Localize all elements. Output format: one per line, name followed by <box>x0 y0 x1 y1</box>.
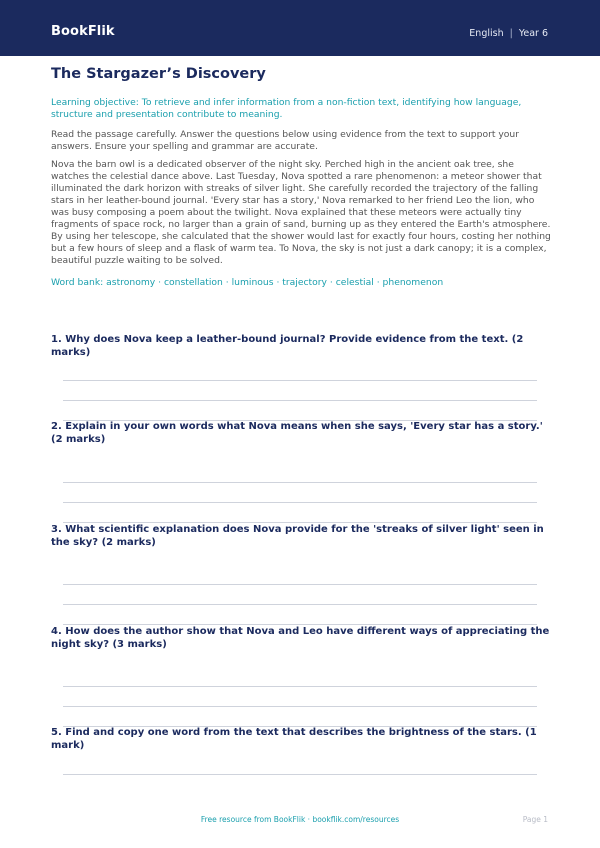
learning-objective: Learning objective: To retrieve and infer information from a non-fiction text, identifying how language, structure and presentation contribute to meaning. <box>51 97 522 120</box>
footer-source: Free resource from BookFlik · bookflik.com/resources <box>200 815 400 824</box>
page-header <box>0 0 600 56</box>
answer-line[interactable] <box>63 380 537 381</box>
answer-line[interactable] <box>63 482 537 483</box>
page-number: Page 1 <box>522 815 548 824</box>
year-label: Year 6 <box>518 28 548 39</box>
answer-line[interactable] <box>63 584 537 585</box>
subject-year-meta <box>469 28 548 39</box>
answer-line[interactable] <box>63 774 537 775</box>
question-2: 2. Explain in your own words what Nova means when she says, 'Every star has a story.' (2 marks) <box>51 421 543 445</box>
page-footer <box>0 815 600 827</box>
answer-line[interactable] <box>63 604 537 605</box>
meta-separator: | <box>509 28 513 39</box>
subject-label: English <box>469 28 504 39</box>
answer-line[interactable] <box>63 502 537 503</box>
question-3: 3. What scientific explanation does Nova provide for the 'streaks of silver light' seen in the sky? (2 marks) <box>51 524 544 548</box>
question-1: 1. Why does Nova keep a leather-bound journal? Provide evidence from the text. (2 marks) <box>51 334 524 358</box>
answer-line[interactable] <box>63 686 537 687</box>
answer-line[interactable] <box>63 400 537 401</box>
reading-passage: Nova the barn owl is a dedicated observer of the night sky. Perched high in the ancient oak tree, she watches the celestial dance above. Last Tuesday, Nova spotted a rare phenomenon: a meteor shower that illuminated the dark horizon with streaks of silver light. She carefully recorded the trajectory of the falling stars in her leather-bound journal. 'Every star has a story,' Nova remarked to her friend Leo the lion, who was busy composing a poem about the twilight. Nova explained that these meteors were actually tiny fragments of space rock, no larger than a grain of sand, burning up as they entered the Earth's atmosphere. By using her telescope, she calculated that the shower would last for exactly four hours, costing her nothing but a few hours of sleep and a flask of warm tea. To Nova, the sky is not just a dark canopy; it is a complex, beautiful puzzle waiting to be solved. <box>51 159 551 266</box>
page-title: The Stargazer’s Discovery <box>51 66 266 82</box>
answer-line[interactable] <box>63 706 537 707</box>
worksheet-intro <box>51 66 551 289</box>
question-5: 5. Find and copy one word from the text that describes the brightness of the stars. (1 mark) <box>51 727 537 751</box>
word-bank: Word bank: astronomy · constellation · luminous · trajectory · celestial · phenomenon <box>51 277 444 288</box>
question-4: 4. How does the author show that Nova and Leo have different ways of appreciating the night sky? (3 marks) <box>51 626 550 650</box>
brand-logo: BookFlik <box>51 24 115 39</box>
instructions: Read the passage carefully. Answer the questions below using evidence from the text to support your answers. Ensure your spelling and grammar are accurate. <box>51 129 520 152</box>
